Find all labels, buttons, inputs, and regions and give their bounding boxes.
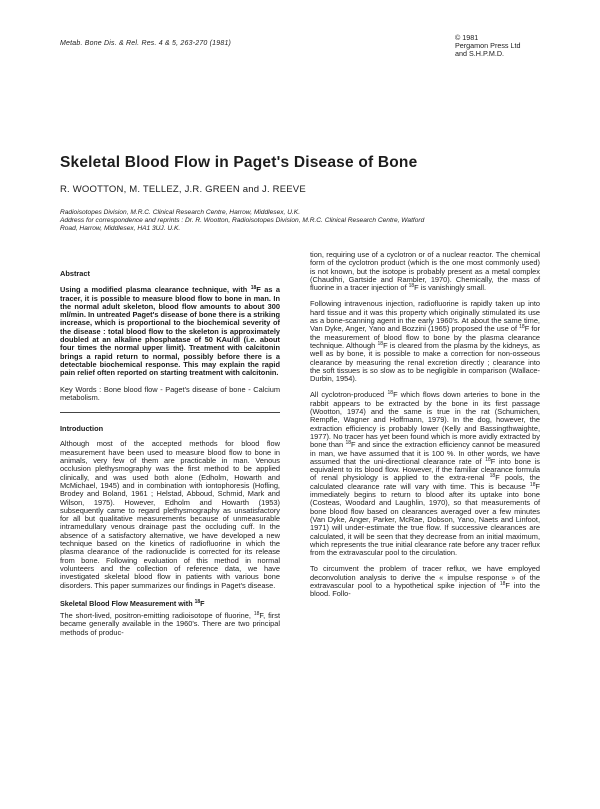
- body-paragraph: All cyclotron-produced $^{18}$F which flows down arteries to bone in the rabbit appears to be extracted by the bone in its first passage (Wootton, 1974) and the same is true in the rat (Schumichen, Rempfle, Wagner and Hoffmann, 1979). In the dog, however, the extraction efficiency is probably lower (Kelly and Bassingthwaighte, 1977). No tracer has yet been found which is more avidly extracted by bone than $^{18}$F and since the extraction efficiency cannot be measured in man, we have assumed that it is 100 %. In other words, we have assumed that the uni-directional clearance rate of $^{18}$F into bone is equivalent to its blood flow. However, if the familiar clearance formula of renal physiology is applied to the extra-renal $^{18}$F pools, the calculated clearance rate will vary with time. This is because $^{18}$F immediately begins to return to blood after its uptake into bone (Costeas, Woodard and Laughlin, 1970), so that measurements of bone blood flow based on clearances averaged over a few minutes (Van Dyke, Anger, Parker, McRae, Dobson, Yano, Naets and Linfoot, 1971) will under-estimate the true flow. If successive clearances are calculated, it will be seen that they decrease from an initial maximum, which represents the true initial clearance rate before any tracer reflux from the extravascular pool to the circulation.: [310, 390, 540, 558]
- keywords: Key Words : Bone blood flow - Paget's disease of bone - Calcium metabolism.: [60, 384, 280, 402]
- affiliation-line: Address for correspondence and reprints : Dr. R. Wootton, Radioisotopes Division, M.R.C. Clinical Research Centre, Watford: [60, 217, 425, 224]
- copyright-notice: [455, 34, 521, 58]
- abstract-body: Using a modified plasma clearance technique, with $^{18}$F as a tracer, it is possible to measure blood flow to bone in man. In the normal adult skeleton, blood flow amounts to about 300 ml/min. In untreated Paget's disease of bone there is a striking increase, which is proportional to the biochemical severity of the disease : total blood flow to the skeleton is approximately doubled at an alkaline phosphatase of 50 KAu/dl (i.e. about four times the normal upper limit). Treatment with calcitonin brings a rapid return to normal, possibly before there is a detectable biochemical response. This may explain the rapid pain relief often reported on starting treatment with calcitonin.: [60, 285, 280, 378]
- affiliation-line: Radioisotopes Division, M.R.C. Clinical Research Centre, Harrow, Middlesex, U.K.: [60, 209, 301, 216]
- introduction-paragraph: Although most of the accepted methods for blood flow measurement have been used to measure blood flow to bone in animals, very few of them are practicable in man. Venous occlusion plethysmography was the first method to be applied clinically, and was used both alone (Edholm, Howarth and McMichael, 1945) and in combination with iontophoresis (Hofling, Brodey and Boland, 1961 ; Helstad, Abboud, Schmid, Mark and Wilson, 1975). However, Edholm and Howarth (1953) subsequently came to regard plethysmography as unsatisfactory for all but qualitative measurements because of unmeasurable intramedullary venous drainage past the occluding cuff. In the absence of a satisfactory alternative, we have developed a new technique based on the kinetics of radiofluorine in which the plasma clearance of the radionuclide is corrected for its release from bone. Following evaluation of this method in normal volunteers and the collection of reference data, we have investigated skeletal blood flow in patients with various bone disorders. This paper summarizes our findings in Paget's disease.: [60, 439, 280, 590]
- right-column: [310, 251, 540, 599]
- affiliation: [60, 209, 560, 233]
- running-head: Metab. Bone Dis. & Rel. Res. 4 & 5, 263-270 (1981): [60, 40, 232, 47]
- method-heading: Skeletal Blood Flow Measurement with $^{18}$F: [60, 598, 205, 608]
- body-paragraph: Following intravenous injection, radiofluorine is rapidly taken up into hard tissue and it was this property which originally stimulated its use as a bone-scanning agent in the early 1960's. At about the same time, Van Dyke, Anger, Yano and Bozzini (1965) proposed the use of $^{18}$F for the measurement of blood flow to bone by the plasma clearance technique. Although $^{18}$F is cleared from the plasma by the kidneys, as well as by bone, it is possible to make a correction for non-osseous clearance by measuring the renal excretion directly ; clearance into the soft tissues is so slow as to be negligible in comparison (Wallace-Durbin, 1954).: [310, 299, 540, 384]
- copyright-line: Pergamon Press Ltd: [455, 41, 521, 50]
- section-divider: [60, 412, 280, 413]
- body-paragraph: tion, requiring use of a cyclotron or of a nuclear reactor. The chemical form of the cyclotron product (which is the one most commonly used) is not known, but the isotope is probably present as a metal complex (Chaudhri, Gartside and Rambler, 1970). Chemically, the mass of fluorine in a tracer injection of $^{18}$F is vanishingly small.: [310, 250, 540, 293]
- copyright-line: and S.H.P.M.D.: [455, 49, 505, 58]
- introduction-heading: Introduction: [60, 424, 104, 434]
- abstract-heading: Abstract: [60, 269, 90, 278]
- body-paragraph: To circumvent the problem of tracer reflux, we have employed deconvolution analysis to derive the « impulse response » of the extravascular pool to a hypothetical spike injection of $^{18}$F into the blood. Follo-: [310, 564, 541, 599]
- article-title: Skeletal Blood Flow in Paget's Disease of Bone: [60, 154, 418, 171]
- affiliation-line: Road, Harrow, Middlesex, HA1 3UJ. U.K.: [60, 225, 181, 232]
- author-list: R. WOOTTON, M. TELLEZ, J.R. GREEN and J. REEVE: [60, 184, 306, 195]
- method-paragraph: The short-lived, positron-emitting radioisotope of fluorine, $^{18}$F, first became generally available in the 1960's. There are two principal methods of produc-: [60, 611, 280, 637]
- left-column: [60, 270, 280, 637]
- copyright-line: © 1981: [455, 33, 479, 42]
